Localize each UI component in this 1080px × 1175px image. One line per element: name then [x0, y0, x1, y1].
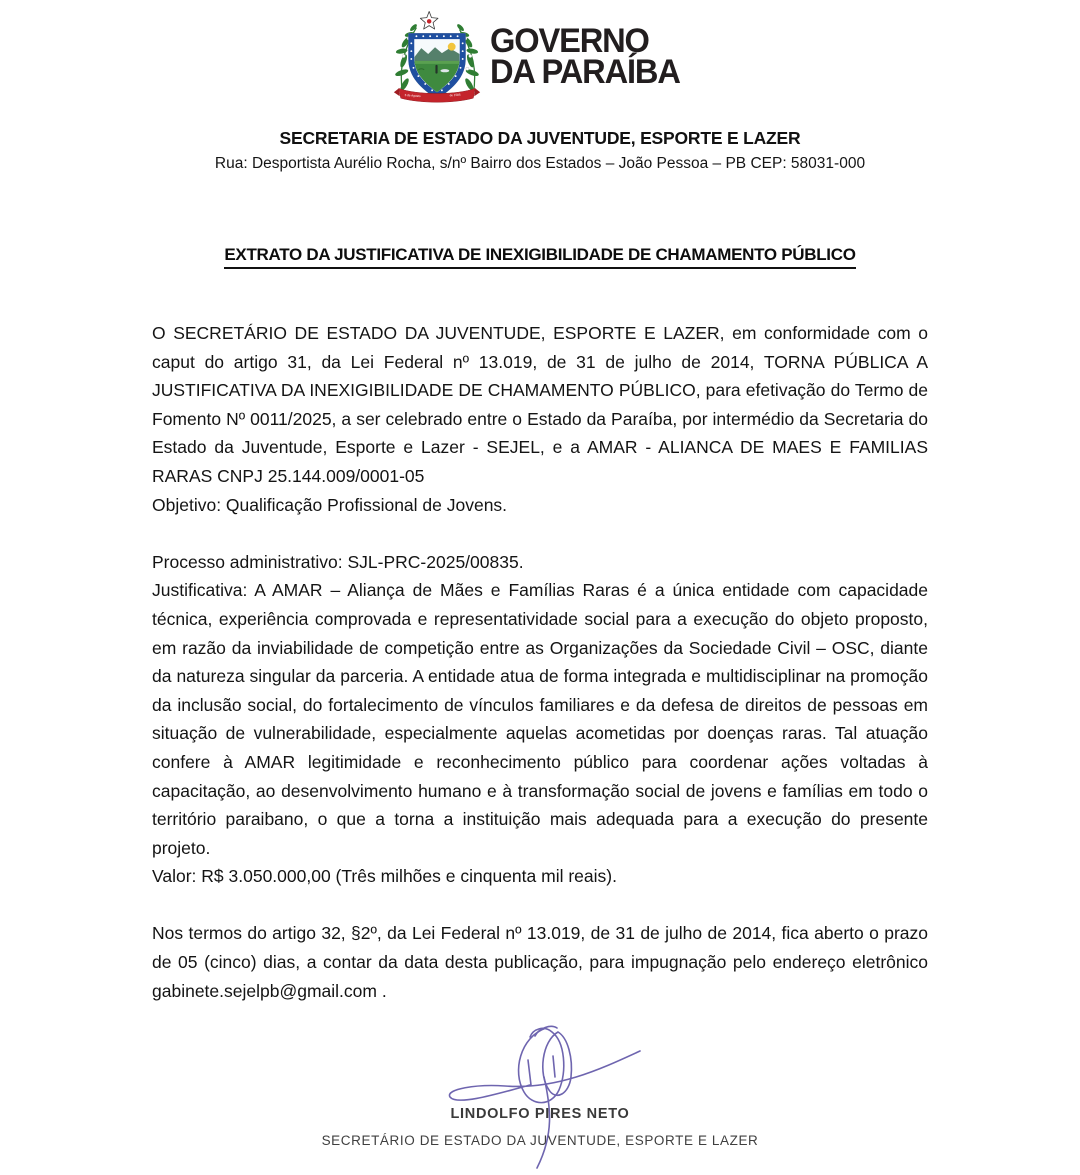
- process-line: Processo administrativo: SJL-PRC-2025/00835.: [152, 551, 524, 572]
- justification-paragraph: Justificativa: A AMAR – Aliança de Mães e Famílias Raras é a única entidade com capacidade técnica, experiência comprovada e representatividade social para a execução do objeto proposto, em razão da inviabilidade de competição entre as Organizações da Sociedade Civil – OSC, diante da natureza singular da parceria. A entidade atua de forma integrada e multidisciplinar na promoção da inclusão social, do fortalecimento de vínculos familiares e da defesa de direitos de pessoas em situação de vulnerabilidade, especialmente aquelas acometidas por doenças raras. Tal atuação confere à AMAR legitimidade e reconhecimento público para coordenar ações voltadas à capacitação, ao desenvolvimento humano e à transformação social de jovens e famílias em todo o território paraibano, o que a torna a instituição mais adequada para a execução do presente projeto.: [152, 580, 928, 858]
- org-name: [490, 22, 680, 91]
- shield: [409, 33, 466, 99]
- address-line: Rua: Desportista Aurélio Rocha, s/nº Bairro dos Estados – João Pessoa – PB CEP: 58031-000: [214, 155, 866, 172]
- secretariat-name: SECRETARIA DE ESTADO DA JUVENTUDE, ESPORTE E LAZER: [279, 128, 801, 148]
- value-line: Valor: R$ 3.050.000,00 (Três milhões e cinquenta mil reais).: [152, 866, 617, 887]
- objective-line: Objetivo: Qualificação Profissional de Jovens.: [152, 494, 508, 515]
- document-body: [152, 319, 928, 1005]
- star-icon: [420, 11, 438, 29]
- document-title: EXTRATO DA JUSTIFICATIVA DE INEXIGIBILIDADE DE CHAMAMENTO PÚBLICO: [224, 245, 855, 269]
- ribbon-text-right: de 1585: [449, 92, 461, 98]
- title-row: [0, 245, 1080, 269]
- signature-block: [0, 1022, 1080, 1175]
- signatory-role: SECRETÁRIO DE ESTADO DA JUVENTUDE, ESPORTE E LAZER: [321, 1133, 759, 1148]
- paraiba-coat-of-arms-icon: [392, 8, 482, 106]
- org-name-line2: DA PARAÍBA: [490, 53, 680, 91]
- signatory-name: LINDOLFO PIRES NETO: [450, 1106, 630, 1122]
- handwritten-signature-icon: [435, 1022, 650, 1172]
- org-name-line1: GOVERNO: [490, 22, 649, 60]
- ribbon-text-left: 5 de Agosto: [404, 93, 421, 99]
- deadline-paragraph: Nos termos do artigo 32, §2º, da Lei Federal nº 13.019, de 31 de julho de 2014, fica aberto o prazo de 05 (cinco) dias, a contar da data desta publicação, para impugnação pelo endereço eletrônico gabinete.sejelpb@gmail.com .: [152, 923, 928, 1001]
- opening-paragraph: O SECRETÁRIO DE ESTADO DA JUVENTUDE, ESPORTE E LAZER, em conformidade com o caput do artigo 31, da Lei Federal nº 13.019, de 31 de julho de 2014, TORNA PÚBLICA A JUSTIFICATIVA DA INEXIGIBILIDADE DE CHAMAMENTO PÚBLICO, para efetivação do Termo de Fomento Nº 0011/2025, a ser celebrado entre o Estado da Paraíba, por intermédio da Secretaria do Estado da Juventude, Esporte e Lazer - SEJEL, e a AMAR - ALIANCA DE MAES E FAMILIAS RARAS CNPJ 25.144.009/0001-05: [152, 323, 928, 486]
- governo-da-paraiba-logo: [0, 0, 1080, 106]
